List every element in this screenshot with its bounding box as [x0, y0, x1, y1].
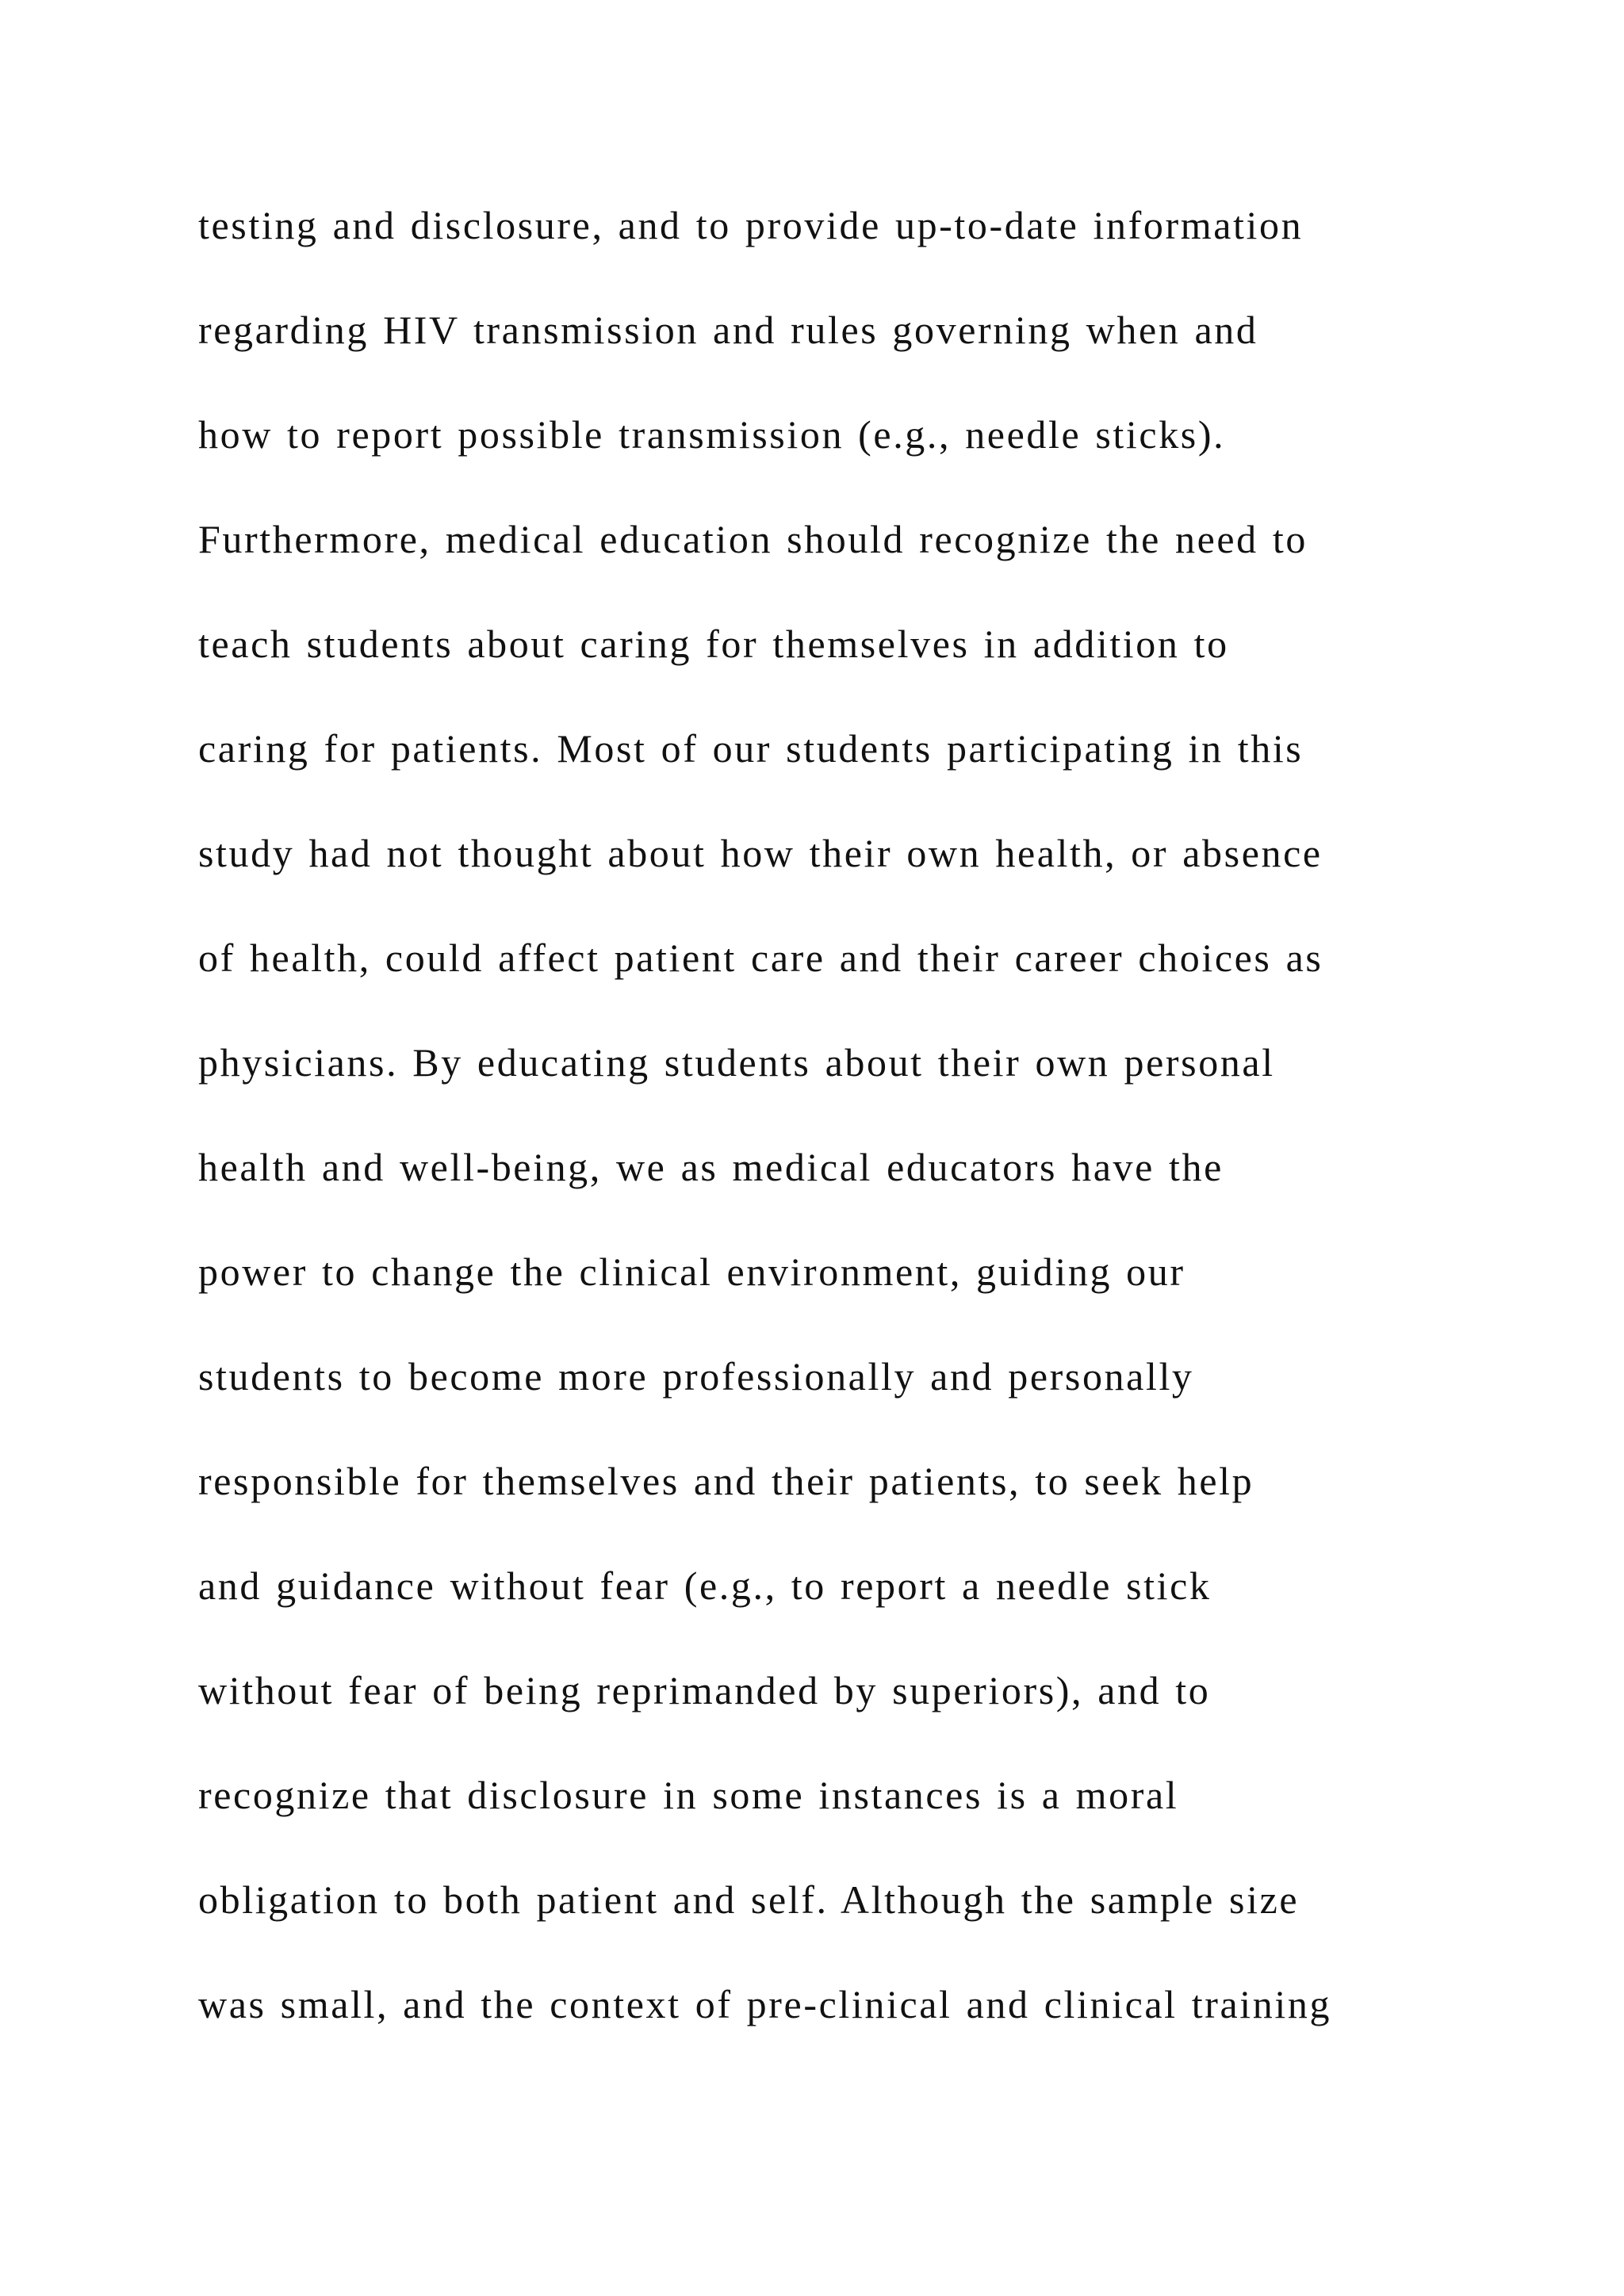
body-paragraph [198, 173, 1435, 2057]
text-line: of health, could affect patient care and their career choices as [198, 936, 1323, 980]
text-line: testing and disclosure, and to provide up-to-date information [198, 203, 1304, 247]
text-line: responsible for themselves and their patients, to seek help [198, 1459, 1254, 1503]
text-line: Furthermore, medical education should recognize the need to [198, 517, 1308, 561]
text-line: and guidance without fear (e.g., to report a needle stick [198, 1563, 1212, 1608]
text-line: regarding HIV transmission and rules governing when and [198, 308, 1258, 352]
text-line: study had not thought about how their own health, or absence [198, 831, 1323, 875]
text-line: students to become more professionally and personally [198, 1354, 1194, 1399]
text-line: caring for patients. Most of our students participating in this [198, 726, 1304, 771]
text-line: was small, and the context of pre-clinical and clinical training [198, 1982, 1332, 2026]
text-line: obligation to both patient and self. Although the sample size [198, 1877, 1300, 1922]
text-line: health and well-being, we as medical educators have the [198, 1145, 1224, 1189]
text-line: physicians. By educating students about their own personal [198, 1040, 1275, 1085]
text-line: teach students about caring for themselves in addition to [198, 622, 1229, 666]
text-line: recognize that disclosure in some instances is a moral [198, 1773, 1179, 1817]
text-line: without fear of being reprimanded by superiors), and to [198, 1668, 1211, 1712]
text-line: how to report possible transmission (e.g., needle sticks). [198, 412, 1226, 457]
text-line: power to change the clinical environment, guiding our [198, 1249, 1185, 1294]
